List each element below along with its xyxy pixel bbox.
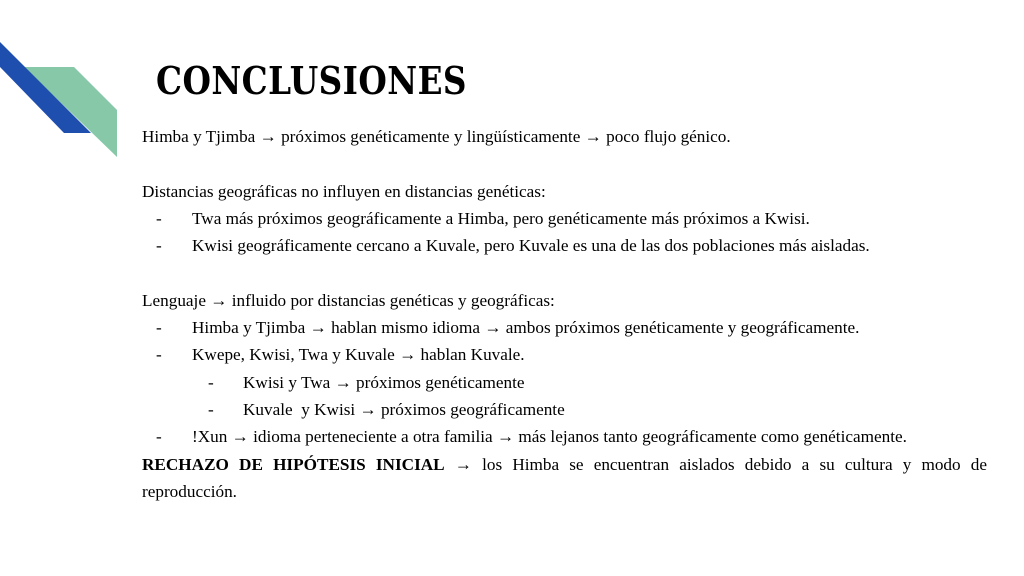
list-item — [142, 232, 987, 259]
spacer — [142, 150, 987, 177]
list-item-text: Twa más próximos geográficamente a Himba, pero genéticamente más próximos a Kwisi. — [192, 208, 810, 228]
list-item-text: Himba y Tjimba → hablan mismo idioma → ambos próximos genéticamente y geográficamente. — [192, 318, 860, 338]
heading-geographic: Distancias geográficas no influyen en distancias genéticas: — [142, 181, 546, 201]
list-item-text: Kwisi geográficamente cercano a Kuvale, pero Kuvale es una de las dos poblaciones más aisladas. — [192, 236, 870, 256]
list-dash: - — [156, 208, 162, 228]
list-item — [142, 314, 987, 341]
list-dash: - — [156, 427, 162, 447]
conclusion-text: → los Himba se encuentran aislados debido a su cultura y modo de reproducción. — [142, 454, 987, 501]
list-dash: - — [156, 318, 162, 338]
conclusion-paragraph — [142, 451, 987, 506]
slide-title: CONCLUSIONES — [156, 58, 467, 103]
sub-list-item — [142, 396, 987, 423]
sub-list-item-text: Kwisi y Twa → próximos genéticamente — [243, 372, 525, 392]
heading-language: Lenguaje → influido por distancias genéticas y geográficas: — [142, 290, 555, 310]
list-item-text: !Xun → idioma perteneciente a otra familia → más lejanos tanto geográficamente como genéticamente. — [192, 427, 907, 447]
list-item — [142, 341, 987, 368]
list-dash: - — [208, 372, 214, 392]
corner-decoration — [0, 0, 130, 170]
sub-list-item-text: Kuvale y Kwisi → próximos geográficamente — [243, 399, 565, 419]
spacer — [142, 259, 987, 286]
list-dash: - — [156, 236, 162, 256]
line-himba-tjimba: Himba y Tjimba → próximos genéticamente y lingüísticamente → poco flujo génico. — [142, 127, 731, 146]
list-item-text: Kwepe, Kwisi, Twa y Kuvale → hablan Kuvale. — [192, 345, 525, 365]
conclusion-bold-label: RECHAZO DE HIPÓTESIS INICIAL — [142, 454, 445, 474]
list-dash: - — [156, 345, 162, 365]
list-item — [142, 423, 987, 450]
sub-list-item — [142, 369, 987, 396]
list-dash: - — [208, 399, 214, 419]
slide-content — [142, 123, 987, 505]
list-item — [142, 205, 987, 232]
